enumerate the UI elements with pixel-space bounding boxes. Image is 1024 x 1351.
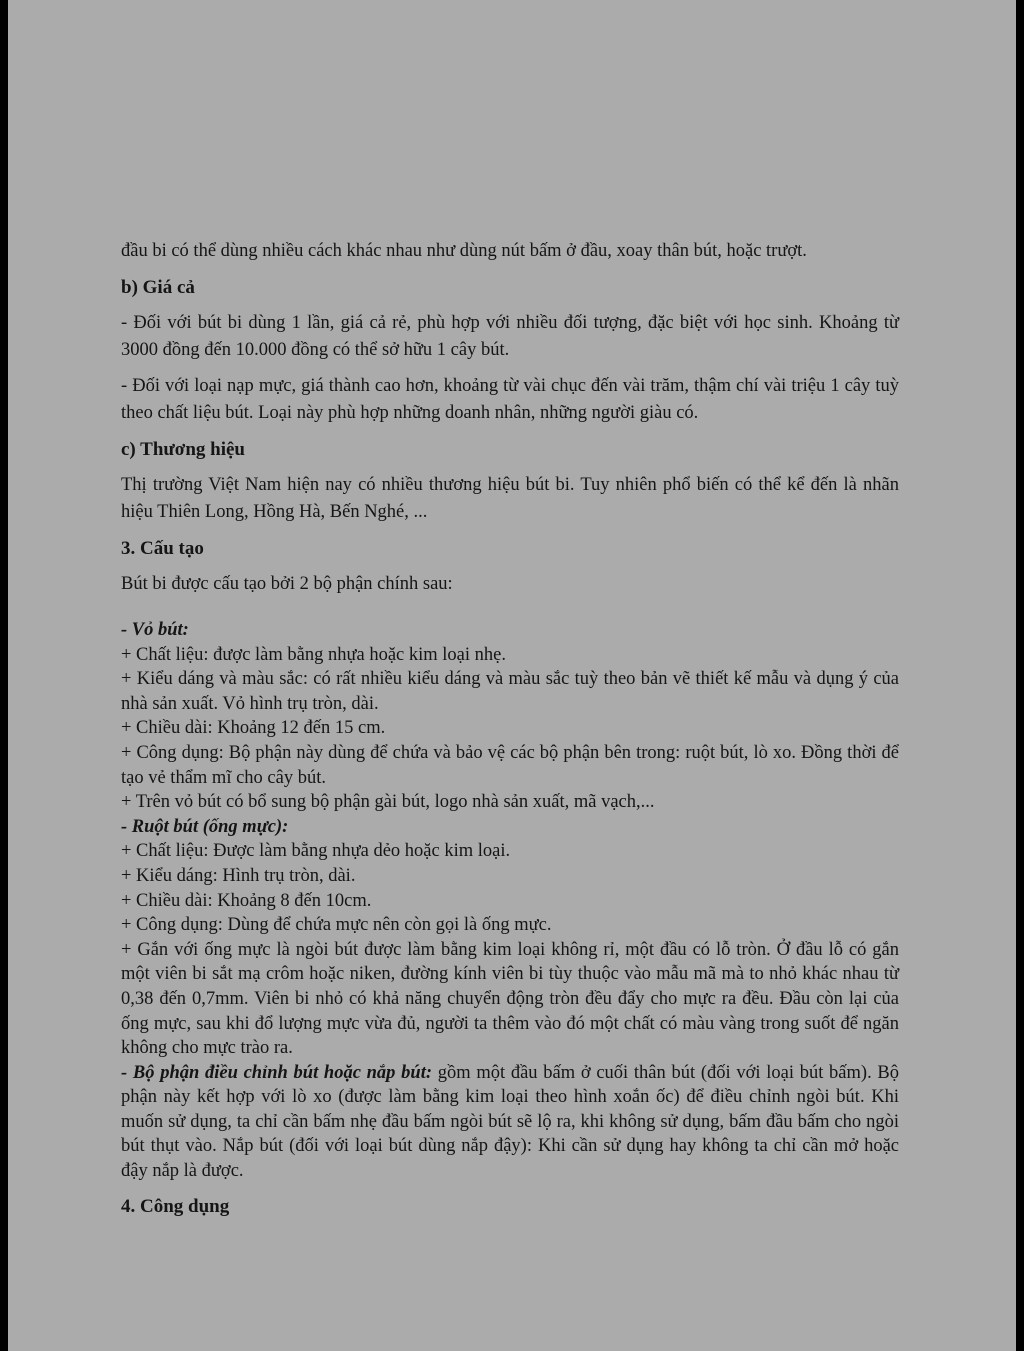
list-item: + Gắn với ống mực là ngòi bút được làm bằng kim loại không rỉ, một đầu có lỗ tròn. Ở đầu lỗ có gắn một viên bi sắt mạ crôm hoặc niken, đường kính viên bi tùy thuộc vào mẫu mã mà to nhỏ khác nhau từ 0,38 đến 0,7mm. Viên bi nhỏ có khả năng chuyển động tròn đều đẩy cho mực ra đều. Đầu còn lại của ống mực, sau khi đổ lượng mực vừa đủ, người ta thêm vào đó một chất có màu vàng trong suốt để ngăn không cho mực trào ra. <box>121 939 899 1059</box>
document-content <box>121 238 899 1229</box>
list-item: + Kiểu dáng và màu sắc: có rất nhiều kiểu dáng và màu sắc tuỳ theo bản vẽ thiết kế mẫu và dụng ý của nhà sản xuất. Vỏ hình trụ tròn, dài. <box>121 669 899 714</box>
dieu-chinh-text: gồm một đầu bấm ở cuối thân bút (đối với loại bút bấm). Bộ phận này kết hợp với lò xo (được làm bằng kim loại theo hình xoắn ốc) để điều chỉnh ngòi bút. Khi muốn sử dụng, ta chỉ cần bấm nhẹ đầu bấm ngòi bút sẽ lộ ra, khi không sử dụng, bấm đầu bấm cho ngòi bút thụt vào. Nắp bút (đối với loại bút dùng nắp đậy): Khi cần sử dụng hay không ta chỉ cần mở hoặc đậy nắp là được. <box>121 1062 899 1182</box>
heading-cau-tao: 3. Cấu tạo <box>121 538 204 559</box>
heading-thuong-hieu: c) Thương hiệu <box>121 439 245 460</box>
list-item: + Trên vỏ bút có bổ sung bộ phận gài bút, logo nhà sản xuất, mã vạch,... <box>121 792 655 813</box>
paragraph-continuation: đầu bi có thể dùng nhiều cách khác nhau như dùng nút bấm ở đầu, xoay thân bút, hoặc trượt. <box>121 241 807 261</box>
list-item: + Chiều dài: Khoảng 8 đến 10cm. <box>121 890 372 911</box>
list-item: + Công dụng: Bộ phận này dùng để chứa và bảo vệ các bộ phận bên trong: ruột bút, lò xo. Đồng thời để tạo vẻ thẩm mĩ cho cây bút. <box>121 742 899 788</box>
subheading-ruot-but: - Ruột bút (ống mực): <box>121 816 289 837</box>
paragraph-gia-ca-2: - Đối với loại nạp mực, giá thành cao hơn, khoảng từ vài chục đến vài trăm, thậm chí vài triệu 1 cây tuỳ theo chất liệu bút. Loại này phù hợp những doanh nhân, những người giàu có. <box>121 376 899 423</box>
paragraph-dieu-chinh <box>121 1061 899 1184</box>
heading-gia-ca: b) Giá cả <box>121 277 195 298</box>
list-item: + Chất liệu: được làm bằng nhựa hoặc kim loại nhẹ. <box>121 644 506 665</box>
document-page <box>8 0 1016 1351</box>
subheading-vo-but: - Vỏ bút: <box>121 620 189 640</box>
list-item: + Công dụng: Dùng để chứa mực nên còn gọi là ống mực. <box>121 915 552 936</box>
paragraph-thuong-hieu: Thị trường Việt Nam hiện nay có nhiều thương hiệu bút bi. Tuy nhiên phổ biến có thể kể đến là nhãn hiệu Thiên Long, Hồng Hà, Bến Nghé, ... <box>121 475 899 522</box>
section-parts <box>121 618 899 1184</box>
paragraph-gia-ca-1: - Đối với bút bi dùng 1 lần, giá cả rẻ, phù hợp với nhiều đối tượng, đặc biệt với học sinh. Khoảng từ 3000 đồng đến 10.000 đồng có thể sở hữu 1 cây bút. <box>121 313 899 360</box>
subheading-dieu-chinh: - Bộ phận điều chỉnh bút hoặc nắp bút: <box>121 1062 432 1083</box>
paragraph-cau-tao-intro: Bút bi được cấu tạo bởi 2 bộ phận chính sau: <box>121 574 453 594</box>
list-item: + Chất liệu: Được làm bằng nhựa dẻo hoặc kim loại. <box>121 841 511 862</box>
heading-cong-dung: 4. Công dụng <box>121 1195 230 1217</box>
list-item: + Chiều dài: Khoảng 12 đến 15 cm. <box>121 718 386 739</box>
list-item: + Kiểu dáng: Hình trụ tròn, dài. <box>121 865 356 886</box>
